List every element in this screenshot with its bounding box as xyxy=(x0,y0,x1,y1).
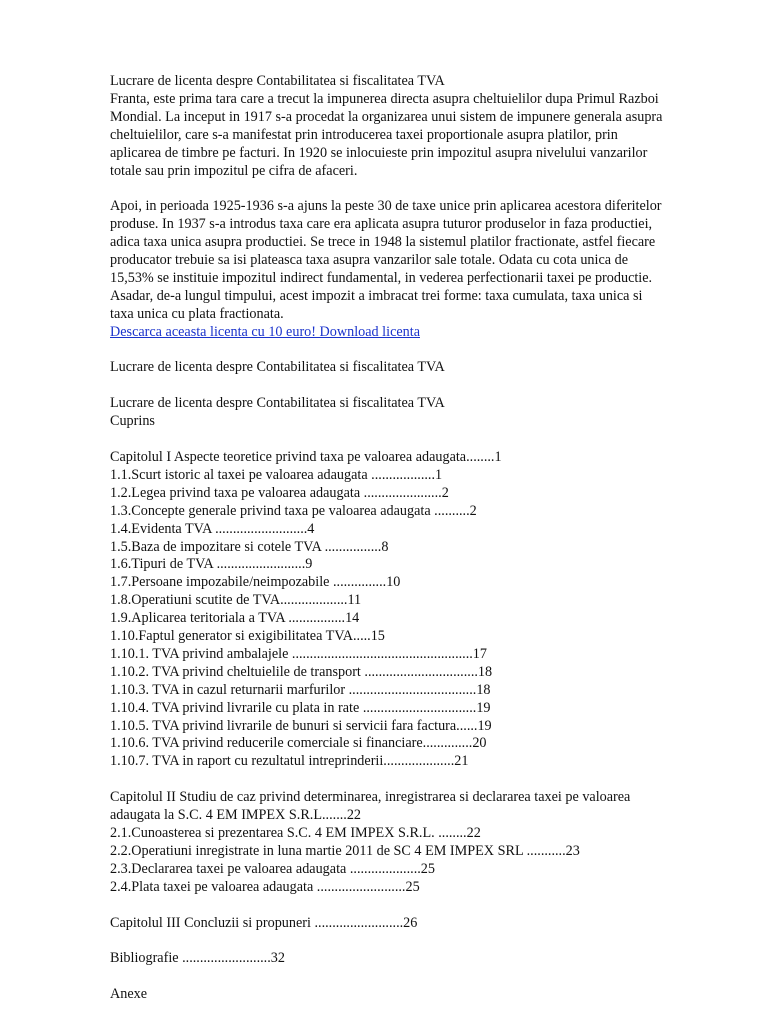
toc-item: 2.3.Declararea taxei pe valoarea adaugata ....................25 xyxy=(110,860,435,877)
toc-item: 1.6.Tipuri de TVA .........................9 xyxy=(110,556,313,573)
text-line: aplicarea de timbre pe facturi. In 1920 se inlocuieste prin impozitul asupra nivelului vanzarilor xyxy=(110,144,648,161)
text-line: totale sau prin impozitul pe cifra de afaceri. xyxy=(110,162,358,179)
toc-item: 1.1.Scurt istoric al taxei pe valoarea adaugata ..................1 xyxy=(110,466,443,483)
text-line: 15,53% se instituie impozitul indirect fundamental, in vederea perfectionarii taxei pe productie. xyxy=(110,269,653,286)
toc-item: 1.8.Operatiuni scutite de TVA...................11 xyxy=(110,592,362,609)
toc-annexes: Anexe xyxy=(110,986,148,1003)
toc-item: 1.10.7. TVA in raport cu rezultatul intreprinderii....................21 xyxy=(110,753,469,770)
article-title: Lucrare de licenta despre Contabilitatea si fiscalitatea TVA xyxy=(110,73,445,89)
toc-item: 1.7.Persoane impozabile/neimpozabile ...............10 xyxy=(110,574,401,591)
toc-item: 1.3.Concepte generale privind taxa pe valoarea adaugata ..........2 xyxy=(110,502,477,519)
download-license-link[interactable]: Descarca aceasta licenta cu 10 euro! Download licenta xyxy=(110,323,420,340)
text-line: Apoi, in perioada 1925-1936 s-a ajuns la peste 30 de taxe unice prin aplicarea acestora diferitelor xyxy=(110,198,662,215)
text-line: Franta, este prima tara care a trecut la impunerea directa asupra cheltuielilor dupa Primul Razboi xyxy=(110,90,659,107)
toc-item: 1.10.1. TVA privind ambalajele ...................................................17 xyxy=(110,645,487,662)
toc-item: 1.2.Legea privind taxa pe valoarea adaugata ......................2 xyxy=(110,484,449,501)
chapter-title: Capitolul II Studiu de caz privind determinarea, inregistrarea si declararea taxei pe valoarea xyxy=(110,789,631,806)
toc-item: 1.5.Baza de impozitare si cotele TVA ................8 xyxy=(110,538,389,555)
toc-item: 1.4.Evidenta TVA ..........................4 xyxy=(110,520,315,537)
toc-item: 1.10.4. TVA privind livrarile cu plata in rate ................................19 xyxy=(110,699,491,716)
chapter-title: Capitolul I Aspecte teoretice privind taxa pe valoarea adaugata........1 xyxy=(110,448,502,465)
toc-item: 1.10.5. TVA privind livrarile de bunuri si servicii fara factura......19 xyxy=(110,717,492,734)
toc-item: 1.10.Faptul generator si exigibilitatea TVA.....15 xyxy=(110,628,385,645)
toc-chapter-2 xyxy=(110,789,740,896)
chapter-title: adaugata la S.C. 4 EM IMPEX S.R.L.......22 xyxy=(110,807,362,824)
toc-item: 2.1.Cunoasterea si prezentarea S.C. 4 EM IMPEX S.R.L. ........22 xyxy=(110,824,481,841)
repeat-title: Lucrare de licenta despre Contabilitatea si fiscalitatea TVA xyxy=(110,395,445,412)
text-line: produse. In 1937 s-a introdus taxa care era aplicata asupra tuturor produselor in faza productiei, xyxy=(110,216,653,233)
toc-item: 2.4.Plata taxei pe valoarea adaugata .........................25 xyxy=(110,878,420,895)
toc-item: 1.10.6. TVA privind reducerile comerciale si financiare..............20 xyxy=(110,735,487,752)
toc-item: 2.2.Operatiuni inregistrate in luna martie 2011 de SC 4 EM IMPEX SRL ...........23 xyxy=(110,842,580,859)
toc-chapter-3: Capitolul III Concluzii si propuneri .........................26 xyxy=(110,914,418,931)
text-line: taxa unica cu plata fractionata. xyxy=(110,305,284,322)
text-line: cheltuielilor, care s-a manifestat prin introducerea taxei proportionale asupra platilor, prin xyxy=(110,126,618,143)
document-body xyxy=(110,73,740,1004)
toc-chapter-1 xyxy=(110,449,740,771)
toc-heading: Cuprins xyxy=(110,413,155,430)
toc-item: 1.10.3. TVA in cazul returnarii marfurilor ....................................18 xyxy=(110,681,491,698)
toc-item: 1.10.2. TVA privind cheltuielile de transport ................................18 xyxy=(110,663,493,680)
toc-bibliography: Bibliografie .........................32 xyxy=(110,950,285,967)
repeat-title: Lucrare de licenta despre Contabilitatea si fiscalitatea TVA xyxy=(110,359,445,376)
intro-paragraph-2 xyxy=(110,198,740,323)
text-line: adica taxa unica asupra productiei. Se trece in 1948 la sistemul platilor fractionate, astfel fiecare xyxy=(110,234,656,251)
text-line: Asadar, de-a lungul timpului, acest impozit a imbracat trei forme: taxa cumulata, taxa unica si xyxy=(110,287,643,304)
intro-paragraph-1 xyxy=(110,91,740,181)
toc-item: 1.9.Aplicarea teritoriala a TVA ................14 xyxy=(110,610,360,627)
text-line: Mondial. La inceput in 1917 s-a procedat la organizarea unui sistem de impunere generala asupra xyxy=(110,108,663,125)
text-line: producator trebuie sa isi plateasca taxa asupra vanzarilor sale totale. Odata cu cota unica de xyxy=(110,252,628,269)
